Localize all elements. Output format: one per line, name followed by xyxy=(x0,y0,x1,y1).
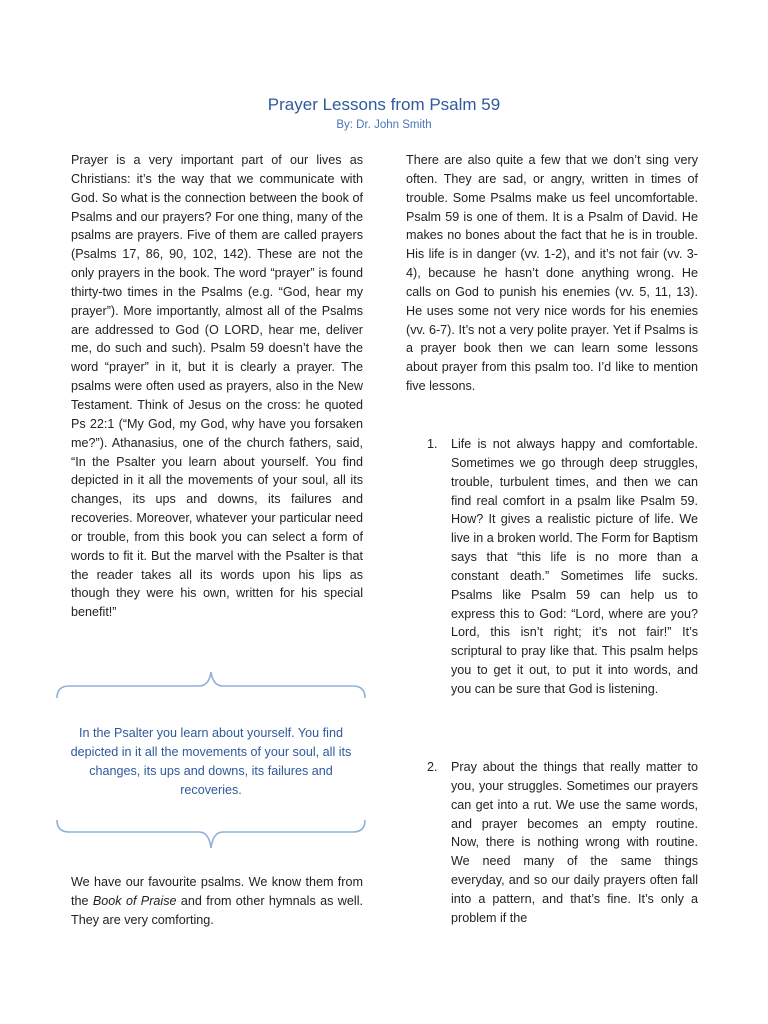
lesson-list-item xyxy=(406,758,698,928)
lesson-text: Pray about the things that really matter to you, your struggles. Sometimes our prayers can get into a rut. We use the same words, and prayer becomes an empty routine. Now, there is nothing wrong with routine. We need many of the same things everyday, and so our daily prayers often fall into a pattern, and that’s fine. It’s only a problem if the xyxy=(451,760,698,925)
right-column xyxy=(406,151,698,396)
list-number: 1. xyxy=(427,437,438,451)
left-column-continued xyxy=(71,873,363,930)
lesson-list-item xyxy=(406,435,698,699)
paragraph-text: and from other hymnals as well. They are very comforting. xyxy=(71,893,363,927)
favourite-psalms-paragraph xyxy=(71,873,363,930)
paragraph-text: We have our favourite psalms. We know them from the xyxy=(71,875,363,908)
pull-quote-box xyxy=(55,668,367,854)
lesson-text: Life is not always happy and comfortable. Sometimes we go through deep struggles, trouble, turbulent times, and then we can find real comfort in a psalm like Psalm 59. How? It gives a realistic picture of life. We live in a broken world. The Form for Baptism says that “this life is no more than a constant death.” Sometimes life sucks. Psalms like Psalm 59 can help us to express this to God: “Lord, where are you? Lord, this isn’t right; it’s not fair!” It’s scriptural to pray like that. This psalm helps you to get it out, to put it into words, and you can be sure that God is listening. xyxy=(451,437,698,696)
list-number: 2. xyxy=(427,760,438,774)
left-column xyxy=(71,151,363,622)
pull-quote-text: In the Psalter you learn about yourself. You find depicted in it all the movements of your soul, all its changes, its ups and downs, its failures and recoveries. xyxy=(70,726,352,797)
psalm59-intro-paragraph: There are also quite a few that we don’t sing very often. They are sad, or angry, written in times of trouble. Some Psalms make us feel uncomfortable. Psalm 59 is one of them. It is a Psalm of David. He makes no bones about the fact that he is in trouble. His life is in danger (vv. 1-2), and it’s not fair (vv. 3-4), because he hasn’t done anything wrong. He calls on God to punish his enemies (vv. 5, 11, 13). He uses some not very nice words for his enemies (vv. 6-7). It’s not a very polite prayer. Yet if Psalms is a prayer book then we can learn some lessons about prayer from this psalm too. I’d like to mention five lessons. xyxy=(406,153,698,394)
author-byline: By: Dr. John Smith xyxy=(336,119,432,131)
book-title-italic: Book of Praise xyxy=(92,893,177,908)
document-title: Prayer Lessons from Psalm 59 xyxy=(267,95,501,114)
intro-paragraph: Prayer is a very important part of our lives as Christians: it’s the way that we communicate with God. So what is the connection between the book of Psalms and our prayers? For one thing, many of the psalms are prayers. Five of them are called prayers (Psalms 17, 86, 90, 102, 142). These are not the only prayers in the book. The word “prayer” is found thirty-two times in the Psalms (e.g. “God, hear my prayer”). More importantly, almost all of the Psalms are addressed to God (O LORD, hear me, deliver me, do such and such). Psalm 59 doesn’t have the word “prayer” in it, but it is clearly a prayer. The psalms were often used as prayers, also in the New Testament. Think of Jesus on the cross: he quoted Ps 22:1 (“My God, my God, why have you forsaken me?”). Athanasius, one of the church fathers, said, “In the Psalter you learn about yourself. You find depicted in it all the movements of your soul, all its changes, its ups and downs, its failures and recoveries. Moreover, whatever your particular need or trouble, from this book you can select a form of words to fit it. But the marvel with the Psalter is that the reader takes all its words upon his lips as though they were his own, written for his special benefit!” xyxy=(71,153,363,620)
